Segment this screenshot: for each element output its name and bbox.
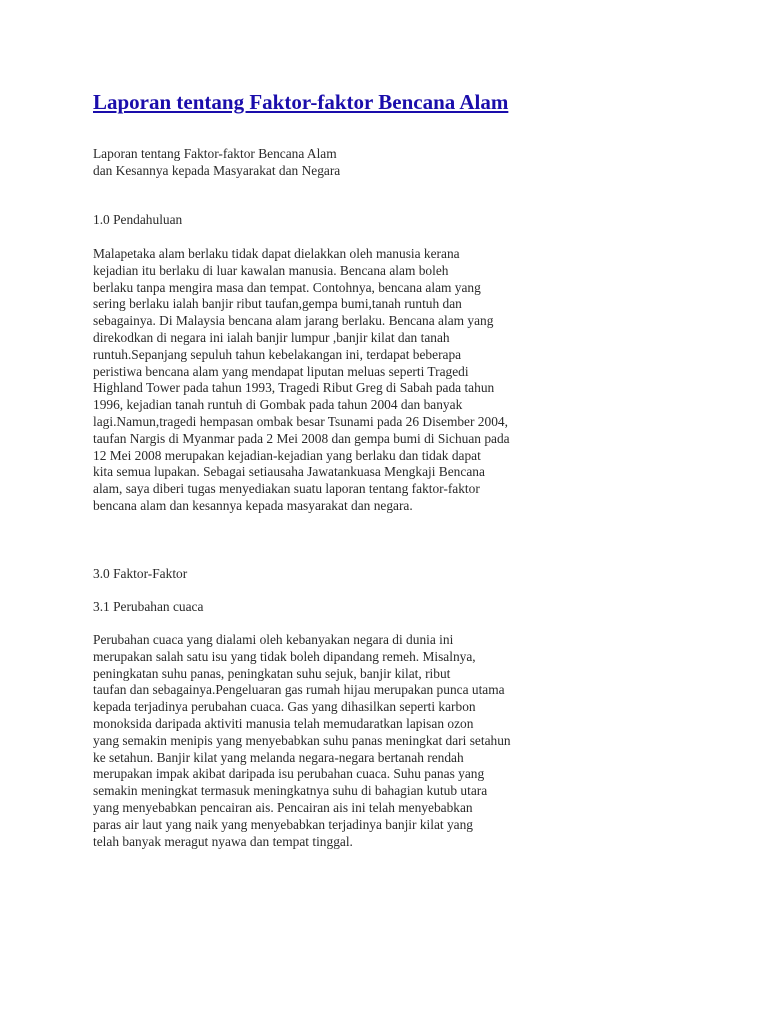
- paragraph-line: kejadian itu berlaku di luar kawalan manusia. Bencana alam boleh: [93, 262, 449, 278]
- section-heading-intro: [93, 212, 693, 229]
- paragraph-line: merupakan salah satu isu yang tidak boleh dipandang remeh. Misalnya,: [93, 648, 476, 664]
- paragraph-line: sebagainya. Di Malaysia bencana alam jarang berlaku. Bencana alam yang: [93, 313, 494, 329]
- paragraph-line: 1996, kejadian tanah runtuh di Gombak pada tahun 2004 dan banyak: [93, 397, 463, 413]
- paragraph-line: 12 Mei 2008 merupakan kejadian-kejadian yang berlaku dan tidak dapat: [93, 447, 481, 463]
- paragraph-line: Highland Tower pada tahun 1993, Tragedi Ribut Greg di Sabah pada tahun: [93, 380, 495, 396]
- paragraph-line: ke setahun. Banjir kilat yang melanda negara-negara bertanah rendah: [93, 749, 464, 765]
- paragraph-line: direkodkan di negara ini ialah banjir lumpur ,banjir kilat dan tanah: [93, 329, 450, 345]
- subtitle-line: Laporan tentang Faktor-faktor Bencana Alam: [93, 146, 337, 161]
- subtitle-line: dan Kesannya kepada Masyarakat dan Negara: [93, 162, 341, 178]
- paragraph-line: berlaku tanpa mengira masa dan tempat. Contohnya, bencana alam yang: [93, 279, 481, 295]
- intro-paragraph: [93, 246, 693, 515]
- paragraph-line: runtuh.Sepanjang sepuluh tahun kebelakangan ini, terdapat beberapa: [93, 346, 462, 362]
- paragraph-line: bencana alam dan kesannya kepada masyarakat dan negara.: [93, 497, 413, 513]
- paragraph-line: alam, saya diberi tugas menyediakan suatu laporan tentang faktor-faktor: [93, 481, 480, 497]
- paragraph-line: merupakan impak akibat daripada isu perubahan cuaca. Suhu panas yang: [93, 766, 485, 782]
- document-title-link[interactable]: Laporan tentang Faktor-faktor Bencana Alam: [93, 90, 509, 114]
- paragraph-line: Malapetaka alam berlaku tidak dapat dielakkan oleh manusia kerana: [93, 246, 460, 261]
- paragraph-line: yang menyebabkan pencairan ais. Pencairan ais ini telah menyebabkan: [93, 799, 473, 815]
- paragraph-line: Perubahan cuaca yang dialami oleh kebanyakan negara di dunia ini: [93, 632, 454, 647]
- subsection-heading-text: 3.1 Perubahan cuaca: [93, 599, 204, 614]
- paragraph-line: yang semakin menipis yang menyebabkan suhu panas meningkat dari setahun: [93, 732, 511, 748]
- factors-paragraph: [93, 632, 693, 850]
- paragraph-line: peningkatan suhu panas, peningkatan suhu sejuk, banjir kilat, ribut: [93, 665, 451, 681]
- paragraph-line: lagi.Namun,tragedi hempasan ombak besar Tsunami pada 26 Disember 2004,: [93, 413, 508, 429]
- paragraph-line: sering berlaku ialah banjir ribut taufan,gempa bumi,tanah runtuh dan: [93, 296, 462, 312]
- paragraph-line: kepada terjadinya perubahan cuaca. Gas yang dihasilkan seperti karbon: [93, 699, 476, 715]
- section-heading-factors: [93, 566, 693, 583]
- paragraph-line: taufan Nargis di Myanmar pada 2 Mei 2008 dan gempa bumi di Sichuan pada: [93, 430, 510, 446]
- paragraph-line: telah banyak meragut nyawa dan tempat tinggal.: [93, 833, 353, 849]
- paragraph-line: paras air laut yang naik yang menyebabkan terjadinya banjir kilat yang: [93, 816, 474, 832]
- document-subtitle: [93, 146, 693, 180]
- section-heading-text: 3.0 Faktor-Faktor: [93, 566, 188, 581]
- subsection-heading-weather: [93, 599, 693, 616]
- paragraph-line: monoksida daripada aktiviti manusia telah memudaratkan lapisan ozon: [93, 715, 474, 731]
- paragraph-line: taufan dan sebagainya.Pengeluaran gas rumah hijau merupakan punca utama: [93, 682, 505, 698]
- document-title: [93, 88, 508, 116]
- paragraph-line: peristiwa bencana alam yang mendapat liputan meluas seperti Tragedi: [93, 363, 469, 379]
- paragraph-line: kita semua lupakan. Sebagai setiausaha Jawatankuasa Mengkaji Bencana: [93, 464, 485, 480]
- section-heading-text: 1.0 Pendahuluan: [93, 212, 183, 227]
- paragraph-line: semakin meningkat termasuk meningkatnya suhu di bahagian kutub utara: [93, 783, 488, 799]
